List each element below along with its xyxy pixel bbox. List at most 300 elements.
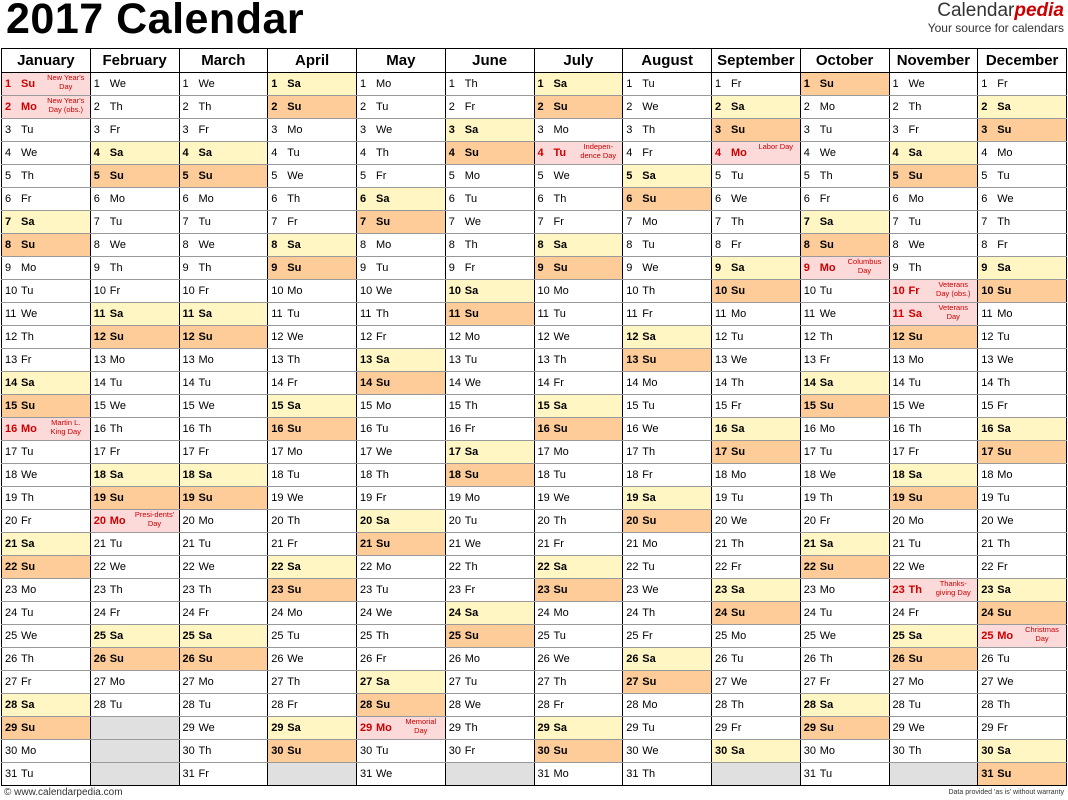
weekday-label: Sa (198, 147, 212, 159)
weekday-label: Tu (819, 607, 833, 619)
calendar-grid (1, 48, 1067, 786)
day-cell (179, 165, 268, 188)
day-cell (90, 487, 179, 510)
day-number: 17 (981, 446, 994, 458)
weekday-label: We (287, 170, 304, 182)
day-cell (712, 464, 801, 487)
day-cell (800, 303, 889, 326)
day-number: 24 (537, 607, 550, 619)
weekday-label: Fr (997, 400, 1008, 412)
day-number: 9 (182, 262, 189, 274)
day-cell (2, 211, 91, 234)
day-cell (268, 73, 357, 96)
day-number: 19 (360, 492, 373, 504)
day-number: 7 (360, 216, 367, 228)
day-cell (268, 395, 357, 418)
weekday-label: Mo (908, 515, 924, 527)
day-number: 11 (803, 308, 816, 320)
day-cell (2, 648, 91, 671)
day-cell (268, 533, 357, 556)
weekday-label: Th (997, 699, 1011, 711)
day-number: 23 (626, 584, 639, 596)
day-cell (800, 671, 889, 694)
day-cell (889, 188, 978, 211)
weekday-label: Th (109, 423, 123, 435)
day-number: 13 (271, 354, 284, 366)
weekday-label: Fr (198, 285, 209, 297)
weekday-label: Fr (997, 722, 1008, 734)
day-cell (534, 165, 623, 188)
day-number: 13 (448, 354, 461, 366)
day-cell (534, 556, 623, 579)
weekday-label: Th (731, 377, 744, 389)
day-number: 1 (271, 78, 278, 90)
day-cell (90, 602, 179, 625)
holiday-name: Memorial Day (405, 717, 437, 735)
day-number: 26 (360, 653, 373, 665)
day-number: 7 (803, 216, 810, 228)
day-number: 9 (5, 262, 12, 274)
weekday-label: Sa (464, 285, 479, 297)
day-row (2, 625, 1067, 648)
day-cell (445, 234, 534, 257)
weekday-label: Tu (997, 653, 1010, 665)
day-row (2, 211, 1067, 234)
day-number: 7 (448, 216, 455, 228)
weekday-label: Su (731, 446, 746, 458)
day-number: 10 (182, 285, 195, 297)
day-cell (534, 303, 623, 326)
weekday-label: Th (997, 538, 1011, 550)
day-number: 28 (182, 699, 195, 711)
day-cell (179, 142, 268, 165)
day-number: 19 (5, 492, 18, 504)
day-cell (800, 579, 889, 602)
day-cell (2, 625, 91, 648)
day-row (2, 694, 1067, 717)
weekday-label: We (464, 538, 482, 550)
day-number: 17 (448, 446, 461, 458)
page-title: 2017 Calendar (6, 0, 305, 43)
day-cell (978, 418, 1067, 441)
day-cell (2, 234, 91, 257)
day-number: 21 (803, 538, 816, 550)
day-cell (268, 119, 357, 142)
day-cell (978, 533, 1067, 556)
day-number: 30 (271, 745, 284, 757)
day-cell (2, 303, 91, 326)
weekday-label: Th (109, 101, 123, 113)
weekday-label: Mo (198, 193, 214, 205)
day-number: 26 (626, 653, 639, 665)
day-number: 12 (93, 331, 106, 343)
day-cell (90, 694, 179, 717)
weekday-label: Sa (553, 400, 567, 412)
day-cell (179, 717, 268, 740)
weekday-label: Th (908, 423, 922, 435)
day-number: 14 (360, 377, 373, 389)
day-number: 22 (626, 561, 639, 573)
day-cell (623, 96, 712, 119)
weekday-label: Fr (642, 308, 653, 320)
weekday-label: Fr (819, 515, 831, 527)
day-cell (357, 96, 446, 119)
weekday-label: Sa (731, 745, 745, 757)
day-number: 26 (981, 653, 994, 665)
month-header: July (534, 49, 623, 73)
day-cell (534, 464, 623, 487)
day-cell (2, 464, 91, 487)
day-cell (445, 740, 534, 763)
day-cell (357, 579, 446, 602)
day-cell (179, 73, 268, 96)
day-number: 5 (537, 170, 544, 182)
day-cell (800, 73, 889, 96)
weekday-label: Th (376, 147, 389, 159)
day-cell (712, 280, 801, 303)
day-cell (889, 717, 978, 740)
day-cell (268, 418, 357, 441)
weekday-label: Fr (109, 285, 121, 297)
day-cell (978, 372, 1067, 395)
weekday-label: Mo (464, 170, 481, 182)
day-number: 9 (537, 262, 544, 274)
weekday-label: Su (21, 78, 36, 90)
day-number: 29 (626, 722, 639, 734)
day-number: 27 (182, 676, 195, 688)
weekday-label: Su (553, 745, 568, 757)
weekday-label: Su (21, 561, 36, 573)
day-number: 29 (5, 722, 18, 734)
weekday-label: Fr (21, 676, 32, 688)
day-number: 19 (182, 492, 195, 504)
day-number: 25 (626, 630, 639, 642)
day-cell (2, 556, 91, 579)
weekday-label: Fr (731, 78, 742, 90)
day-cell (179, 510, 268, 533)
weekday-label: We (908, 400, 925, 412)
day-number: 20 (626, 515, 639, 527)
day-number: 8 (626, 239, 633, 251)
day-number: 23 (182, 584, 195, 596)
weekday-label: Sa (642, 492, 656, 504)
weekday-label: Sa (21, 699, 35, 711)
weekday-label: Su (908, 170, 923, 182)
weekday-label: Sa (731, 101, 745, 113)
day-number: 3 (537, 124, 544, 136)
day-cell (800, 326, 889, 349)
day-cell (179, 579, 268, 602)
day-cell (445, 211, 534, 234)
day-row (2, 717, 1067, 740)
weekday-label: Mo (198, 515, 214, 527)
day-number: 9 (803, 262, 810, 274)
day-number: 10 (892, 285, 905, 297)
empty-day-cell (889, 763, 978, 786)
day-number: 17 (626, 446, 639, 458)
weekday-label: Fr (731, 400, 742, 412)
weekday-label: Su (287, 101, 302, 113)
day-number: 22 (182, 561, 195, 573)
day-number: 1 (803, 78, 810, 90)
weekday-label: Fr (819, 193, 831, 205)
day-number: 17 (360, 446, 373, 458)
weekday-label: Tu (287, 308, 300, 320)
day-number: 1 (626, 78, 633, 90)
day-cell (2, 602, 91, 625)
day-cell (90, 464, 179, 487)
weekday-label: Tu (376, 101, 389, 113)
weekday-label: Fr (731, 722, 742, 734)
weekday-label: Su (376, 377, 391, 389)
weekday-label: We (287, 492, 304, 504)
day-cell (357, 671, 446, 694)
day-number: 23 (93, 584, 106, 596)
day-number: 6 (182, 193, 189, 205)
day-cell (623, 395, 712, 418)
day-number: 17 (715, 446, 728, 458)
day-cell (623, 257, 712, 280)
day-cell (2, 326, 91, 349)
weekday-label: Sa (642, 653, 656, 665)
day-cell (2, 740, 91, 763)
weekday-label: Th (376, 630, 389, 642)
day-number: 16 (715, 423, 728, 435)
day-number: 27 (448, 676, 461, 688)
weekday-label: Mo (198, 354, 214, 366)
month-header: April (268, 49, 357, 73)
day-number: 7 (715, 216, 722, 228)
weekday-label: Sa (908, 308, 922, 320)
day-number: 5 (448, 170, 455, 182)
day-cell (978, 303, 1067, 326)
weekday-label: Tu (819, 768, 833, 780)
day-cell (534, 510, 623, 533)
day-row (2, 533, 1067, 556)
day-cell (800, 119, 889, 142)
day-number: 12 (626, 331, 639, 343)
day-cell (357, 142, 446, 165)
weekday-label: Mo (21, 423, 37, 435)
weekday-label: Mo (553, 446, 569, 458)
day-cell (534, 671, 623, 694)
day-cell (712, 142, 801, 165)
day-cell (623, 556, 712, 579)
weekday-label: Su (464, 630, 479, 642)
weekday-label: Su (642, 193, 657, 205)
day-number: 3 (5, 124, 12, 136)
holiday-name: Veterans Day (938, 303, 969, 321)
day-cell (357, 211, 446, 234)
day-cell (978, 257, 1067, 280)
weekday-label: Sa (198, 630, 212, 642)
holiday-name: Labor Day (758, 142, 794, 151)
day-cell (2, 142, 91, 165)
day-row (2, 763, 1067, 786)
day-number: 19 (892, 492, 905, 504)
day-number: 3 (715, 124, 722, 136)
day-number: 22 (803, 561, 816, 573)
holiday-name: New Year's Day (obs.) (47, 96, 85, 114)
weekday-label: Fr (21, 354, 32, 366)
day-number: 14 (626, 377, 639, 389)
day-cell (978, 487, 1067, 510)
day-cell (2, 671, 91, 694)
day-number: 29 (715, 722, 728, 734)
day-cell (90, 648, 179, 671)
day-cell (268, 234, 357, 257)
day-number: 10 (803, 285, 816, 297)
day-cell (268, 694, 357, 717)
day-cell (889, 625, 978, 648)
month-header: May (357, 49, 446, 73)
weekday-label: Mo (287, 607, 303, 619)
weekday-label: Th (287, 515, 301, 527)
day-number: 19 (93, 492, 106, 504)
weekday-label: Tu (642, 722, 655, 734)
weekday-label: Th (553, 515, 567, 527)
weekday-label: Fr (908, 446, 919, 458)
day-row (2, 579, 1067, 602)
day-cell (179, 303, 268, 326)
day-number: 26 (182, 653, 195, 665)
day-cell (978, 119, 1067, 142)
day-number: 15 (360, 400, 373, 412)
day-number: 4 (93, 147, 100, 159)
weekday-label: Mo (553, 607, 569, 619)
weekday-label: Fr (642, 147, 653, 159)
day-number: 18 (182, 469, 195, 481)
weekday-label: Fr (198, 607, 209, 619)
day-number: 10 (981, 285, 994, 297)
day-number: 17 (271, 446, 284, 458)
weekday-label: Fr (464, 101, 476, 113)
day-cell (534, 142, 623, 165)
brand-tagline: Your source for calendars (927, 21, 1064, 35)
day-number: 2 (981, 101, 988, 113)
day-number: 15 (803, 400, 816, 412)
weekday-label: Su (287, 423, 302, 435)
day-number: 2 (93, 101, 100, 113)
weekday-label: Th (109, 584, 123, 596)
day-cell (179, 556, 268, 579)
day-cell (445, 441, 534, 464)
day-cell (534, 602, 623, 625)
weekday-label: We (553, 492, 570, 504)
weekday-label: Su (642, 676, 657, 688)
weekday-label: Sa (464, 446, 479, 458)
day-number: 20 (360, 515, 373, 527)
day-number: 6 (537, 193, 544, 205)
day-cell (534, 96, 623, 119)
day-cell (534, 487, 623, 510)
day-number: 30 (626, 745, 639, 757)
day-cell (357, 372, 446, 395)
day-number: 11 (5, 308, 17, 320)
holiday-name: Thanks-giving Day (935, 579, 971, 597)
weekday-label: Su (908, 653, 923, 665)
day-number: 2 (271, 101, 278, 113)
day-number: 9 (448, 262, 455, 274)
day-number: 28 (93, 699, 106, 711)
day-number: 4 (360, 147, 367, 159)
weekday-label: Th (464, 239, 478, 251)
day-cell (623, 464, 712, 487)
day-cell (179, 326, 268, 349)
day-number: 28 (5, 699, 18, 711)
day-number: 13 (715, 354, 728, 366)
day-cell (712, 349, 801, 372)
weekday-label: Mo (819, 584, 836, 596)
day-number: 25 (803, 630, 816, 642)
day-cell (445, 602, 534, 625)
day-cell (978, 556, 1067, 579)
day-cell (800, 395, 889, 418)
weekday-label: Tu (21, 285, 34, 297)
day-number: 22 (360, 561, 373, 573)
day-cell (889, 73, 978, 96)
day-cell (978, 211, 1067, 234)
day-number: 2 (892, 101, 899, 113)
weekday-label: We (642, 584, 659, 596)
day-number: 21 (360, 538, 373, 550)
day-cell (357, 349, 446, 372)
day-number: 18 (93, 469, 106, 481)
weekday-label: Mo (287, 285, 303, 297)
day-cell (534, 441, 623, 464)
day-cell (889, 648, 978, 671)
day-cell (889, 579, 978, 602)
day-number: 3 (360, 124, 367, 136)
day-cell (445, 648, 534, 671)
day-number: 9 (715, 262, 722, 274)
day-cell (179, 763, 268, 786)
day-cell (268, 96, 357, 119)
day-number: 16 (93, 423, 106, 435)
day-number: 15 (981, 400, 994, 412)
day-cell (268, 211, 357, 234)
day-cell (90, 234, 179, 257)
day-cell (800, 556, 889, 579)
day-number: 14 (803, 377, 816, 389)
weekday-label: Su (109, 331, 124, 343)
day-number: 16 (537, 423, 550, 435)
weekday-label: Mo (464, 653, 481, 665)
day-number: 17 (537, 446, 550, 458)
day-number: 11 (448, 308, 461, 320)
day-row (2, 556, 1067, 579)
weekday-label: Sa (109, 147, 124, 159)
day-cell (978, 165, 1067, 188)
weekday-label: Tu (21, 124, 34, 136)
weekday-label: Su (731, 607, 746, 619)
day-number: 10 (5, 285, 18, 297)
day-number: 23 (537, 584, 550, 596)
day-cell (357, 326, 446, 349)
weekday-label: Th (642, 768, 656, 780)
weekday-label: We (198, 239, 215, 251)
weekday-label: Su (819, 239, 834, 251)
day-cell (445, 303, 534, 326)
day-number: 28 (537, 699, 550, 711)
footer-disclaimer: Data provided 'as is' without warranty (948, 789, 1064, 796)
weekday-label: Su (376, 216, 391, 228)
weekday-label: We (376, 607, 393, 619)
weekday-label: Th (819, 653, 833, 665)
weekday-label: Fr (819, 676, 831, 688)
day-cell (978, 73, 1067, 96)
holiday-name: Martin L. King Day (50, 418, 81, 436)
